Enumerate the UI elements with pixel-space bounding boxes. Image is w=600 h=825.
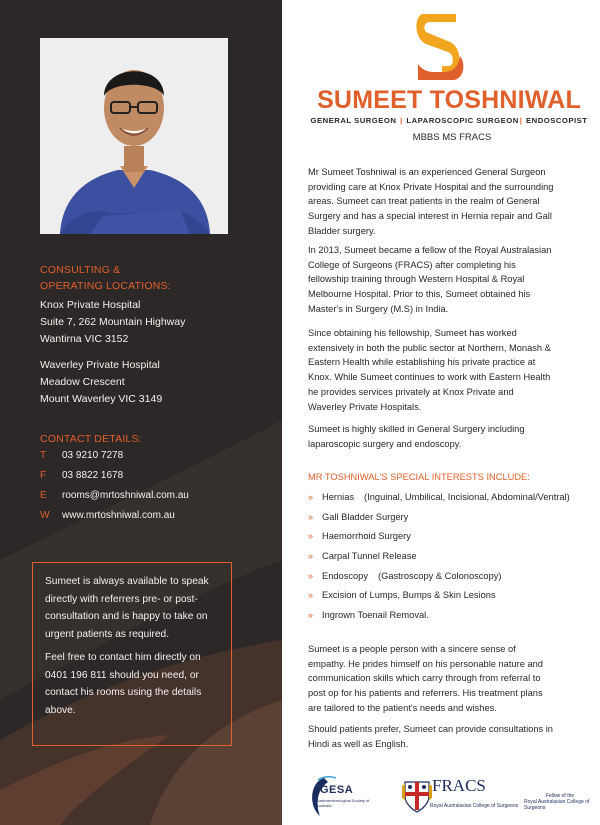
bio-paragraph-6: Should patients prefer, Sumeet can provide consultations in Hindi as well as English.	[308, 724, 553, 749]
fracs-crest-icon	[402, 778, 432, 814]
specialty-general: GENERAL SURGEON	[310, 116, 397, 125]
interest-item	[308, 551, 417, 565]
location-1-street: Suite 7, 262 Mountain Highway	[40, 316, 186, 328]
contact-email-value: rooms@mrtoshniwal.com.au	[62, 490, 189, 501]
interest-detail: (Gastroscopy & Colonoscopy)	[378, 571, 502, 581]
s-logo-icon	[412, 10, 464, 86]
callout-paragraph-2: Feel free to contact him directly on 0401 196 811 should you need, or contact his rooms using the details above.	[45, 652, 202, 716]
chevron-right-icon: »	[308, 571, 314, 581]
bio-paragraph-5: Sumeet is a people person with a sincere sense of empathy. He prides himself on his personable nature and communication skills which carry through from referral to post op for his patients and referrers. His treatment plans are tailored to the patient's needs and wishes.	[308, 644, 543, 713]
gesa-swirl-icon	[306, 772, 376, 822]
bio-paragraph-4: Sumeet is highly skilled in General Surgery including laparoscopic surgery and endoscopy.	[308, 424, 525, 449]
chevron-right-icon: »	[308, 590, 314, 600]
interest-item	[308, 531, 411, 545]
chevron-right-icon: »	[308, 512, 314, 522]
gesa-subtitle: Gastroenterological Society of Australia	[316, 798, 370, 808]
contact-website[interactable]	[40, 510, 175, 526]
chevron-right-icon: »	[308, 531, 314, 541]
interest-item	[308, 590, 496, 604]
specialty-separator-1: |	[400, 116, 403, 125]
interest-label: Endoscopy	[322, 571, 368, 581]
interest-label: Excision of Lumps, Bumps & Skin Lesions	[322, 590, 496, 600]
referrer-callout-box	[32, 562, 232, 746]
interest-item	[308, 512, 408, 526]
interest-label: Hernias	[322, 492, 355, 502]
gesa-wordmark: GESA	[320, 784, 354, 796]
brand-degrees: MBBS MS FRACS	[412, 132, 492, 143]
interest-label: Gall Bladder Surgery	[322, 512, 409, 522]
contact-heading: CONTACT DETAILS:	[40, 433, 142, 445]
fracs-wordmark: FRACS	[432, 776, 486, 795]
contact-phone-value: 03 9210 7278	[62, 450, 124, 461]
fracs-fellow-line-1: Fellow of the	[545, 793, 575, 799]
contact-phone[interactable]	[40, 450, 123, 466]
location-2-street: Meadow Crescent	[40, 376, 125, 388]
location-1-name: Knox Private Hospital	[40, 299, 141, 311]
interests-heading: MR TOSHNIWAL'S SPECIAL INTERESTS INCLUDE:	[308, 472, 530, 482]
interest-item	[308, 492, 570, 506]
callout-paragraph-1: Sumeet is always available to speak directly with referrers pre- or post-consultation and is happy to take on urgent patients as required.	[45, 576, 209, 640]
chevron-right-icon: »	[308, 610, 314, 620]
chevron-right-icon: »	[308, 492, 314, 502]
sidebar	[0, 0, 282, 825]
interest-item	[308, 610, 429, 624]
interest-label: Carpal Tunnel Release	[322, 551, 417, 561]
contact-website-key: W	[40, 510, 50, 521]
contact-website-value: www.mrtoshniwal.com.au	[62, 510, 175, 521]
location-2-name: Waverley Private Hospital	[40, 359, 160, 371]
brand-specialties	[298, 116, 600, 125]
bio-paragraph-1: Mr Sumeet Toshniwal is an experienced General Surgeon providing care at Knox Private Hospital and the surrounding areas. Sumeet can treat patients in the realm of General Surgery and has a special interest in Hernia repair and Gall Bladder surgery.	[308, 167, 554, 236]
main-content	[282, 0, 600, 825]
contact-fax	[40, 470, 123, 486]
interest-label: Ingrown Toenail Removal.	[322, 610, 429, 620]
contact-email-key: E	[40, 490, 47, 501]
accreditation-logos	[306, 772, 596, 822]
surgeon-portrait	[40, 38, 228, 234]
specialty-laparoscopic: LAPAROSCOPIC SURGEON	[406, 116, 519, 125]
contact-fax-key: F	[40, 470, 47, 481]
contact-email[interactable]	[40, 490, 189, 506]
interest-detail: (Inguinal, Umbilical, Incisional, Abdominal/Ventral)	[364, 492, 570, 502]
location-1-suburb: Wantirna VIC 3152	[40, 333, 129, 345]
locations-heading-line-1: CONSULTING &	[40, 264, 121, 276]
bio-paragraph-3: Since obtaining his fellowship, Sumeet has worked extensively in both the public sector at Northern, Monash & Eastern Health while establishing his private practice at Knox. While Sumeet continues to work with Eastern Health he provides services privately at Knox Private and Waverley Private Hospitals.	[308, 328, 551, 412]
fracs-fellow-line-2: Royal Australasian College of Surgeons	[524, 799, 590, 811]
specialty-separator-2: |	[519, 116, 523, 125]
fracs-subtitle: Royal Australasian College of Surgeons	[430, 803, 519, 809]
interest-label: Haemorrhoid Surgery	[322, 531, 411, 541]
contact-phone-key: T	[40, 450, 47, 461]
specialty-endoscopist: ENDOSCOPIST	[526, 116, 588, 125]
contact-fax-value: 03 8822 1678	[62, 470, 124, 481]
location-2-suburb: Mount Waverley VIC 3149	[40, 393, 163, 405]
locations-heading-line-2: OPERATING LOCATIONS:	[40, 280, 171, 292]
bio-paragraph-2: In 2013, Sumeet became a fellow of the Royal Australasian College of Surgeons (FRACS) after completing his fellowship training through Western Hospital & Royal Melbourne Hospital. Prior to this, Sumeet obtained his Master's in Surgery (M.S) in India.	[308, 245, 552, 314]
interest-item	[308, 571, 502, 585]
fracs-fellow-text	[524, 793, 596, 811]
chevron-right-icon: »	[308, 551, 314, 561]
gesa-logo	[306, 772, 376, 822]
brand-name: SUMEET TOSHNIWAL	[317, 86, 581, 114]
